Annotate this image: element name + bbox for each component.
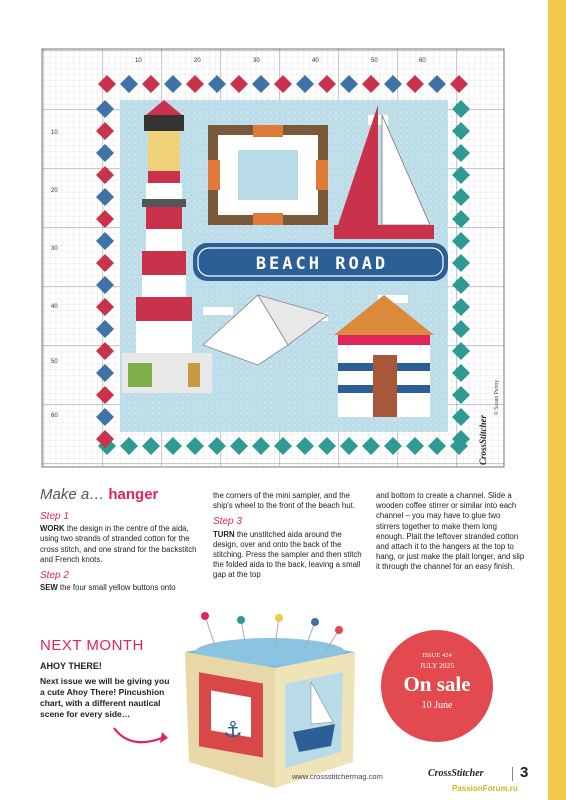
on-sale-badge: [381, 630, 493, 742]
axis-top-60: 60: [419, 58, 426, 64]
cross-stitch-chart: [38, 45, 508, 470]
axis-left-20: 20: [51, 188, 58, 194]
footer-brand: CrossStitcher: [428, 768, 484, 779]
pin-head-icon: [201, 612, 209, 620]
axis-left-60: 60: [51, 413, 58, 419]
step-1-title: Step 1: [40, 511, 69, 522]
next-month-subtitle: AHOY THERE!: [40, 661, 102, 671]
heading-prefix: Make a…: [40, 486, 105, 503]
pin-head-icon: [335, 626, 343, 634]
article-column-3: [376, 491, 526, 573]
article-column-1: [40, 510, 200, 593]
pin-head-icon: [237, 616, 245, 624]
curved-arrow-icon: [110, 722, 170, 752]
badge-month: JULY 2025: [419, 661, 455, 670]
heading-accent: hanger: [108, 486, 159, 503]
axis-left-50: 50: [51, 359, 58, 365]
page-number: 3: [520, 764, 529, 781]
article-heading: [40, 486, 158, 503]
chart-credit: © Susan Penny: [494, 380, 500, 415]
sign-text: BEACH ROAD: [255, 254, 389, 274]
axis-top-30: 30: [253, 58, 260, 64]
life-ring: [208, 125, 328, 225]
step-1-lead: WORK: [40, 524, 65, 534]
pincushion-image: [175, 612, 365, 792]
axis-top-50: 50: [371, 58, 378, 64]
axis-top-10: 10: [135, 58, 142, 64]
footer-divider: [512, 767, 513, 781]
axis-left-30: 30: [51, 246, 58, 252]
badge-issue: ISSUE 424: [422, 652, 452, 659]
column-2-text: the corners of the mini sampler, and the ship's wheel to the front of the beach hut.: [213, 491, 355, 511]
axis-left-40: 40: [51, 304, 58, 310]
article-column-2: [213, 491, 363, 581]
next-month-title: NEXT MONTH: [40, 637, 144, 654]
step-1-text: the design in the centre of the aida, using two strands of stranded cotton for the cross stitch, and one strand for the backstitch and French knots.: [40, 524, 197, 564]
badge-label: On sale: [403, 672, 471, 696]
badge-date: 10 June: [421, 700, 453, 711]
side-brand: CrossStitcher: [478, 414, 488, 465]
step-3-text: the unstitched aida around the design, over and onto the back of the stitching. Press the sampler and then stitch the folded aida to the back, leaving a small gap at the top: [213, 529, 362, 580]
axis-left-10: 10: [51, 130, 58, 136]
yellow-spine: [548, 0, 566, 800]
axis-top-40: 40: [312, 58, 319, 64]
next-month-body: Next issue we will be giving you a cute Ahoy There! Pincushion chart, with a different nautical scene for every side…: [40, 676, 170, 719]
step-2-lead: SEW: [40, 583, 58, 593]
watermark: PassionForum.ru: [452, 784, 518, 793]
step-3-lead: TURN: [213, 529, 235, 539]
step-2-title: Step 2: [40, 570, 69, 582]
axis-top-20: 20: [194, 58, 201, 64]
pin-head-icon: [275, 614, 283, 622]
column-3-text: and bottom to create a channel. Slide a wooden coffee stirrer or similar into each channel – you may have to glue two stirrers together to make them long enough. Plait the leftover stranded cotton and attach it to the hangers at the top to hang, or just make the plait longer, and slip it through the channel for an easy finish.: [376, 491, 525, 572]
step-3-title: Step 3: [213, 516, 242, 528]
pin-head-icon: [311, 618, 319, 626]
footer-url[interactable]: www.crossstitchermag.com: [292, 772, 383, 781]
step-2-text: the four small yellow buttons onto: [57, 583, 176, 593]
anchor-icon: ⚓: [223, 718, 243, 743]
